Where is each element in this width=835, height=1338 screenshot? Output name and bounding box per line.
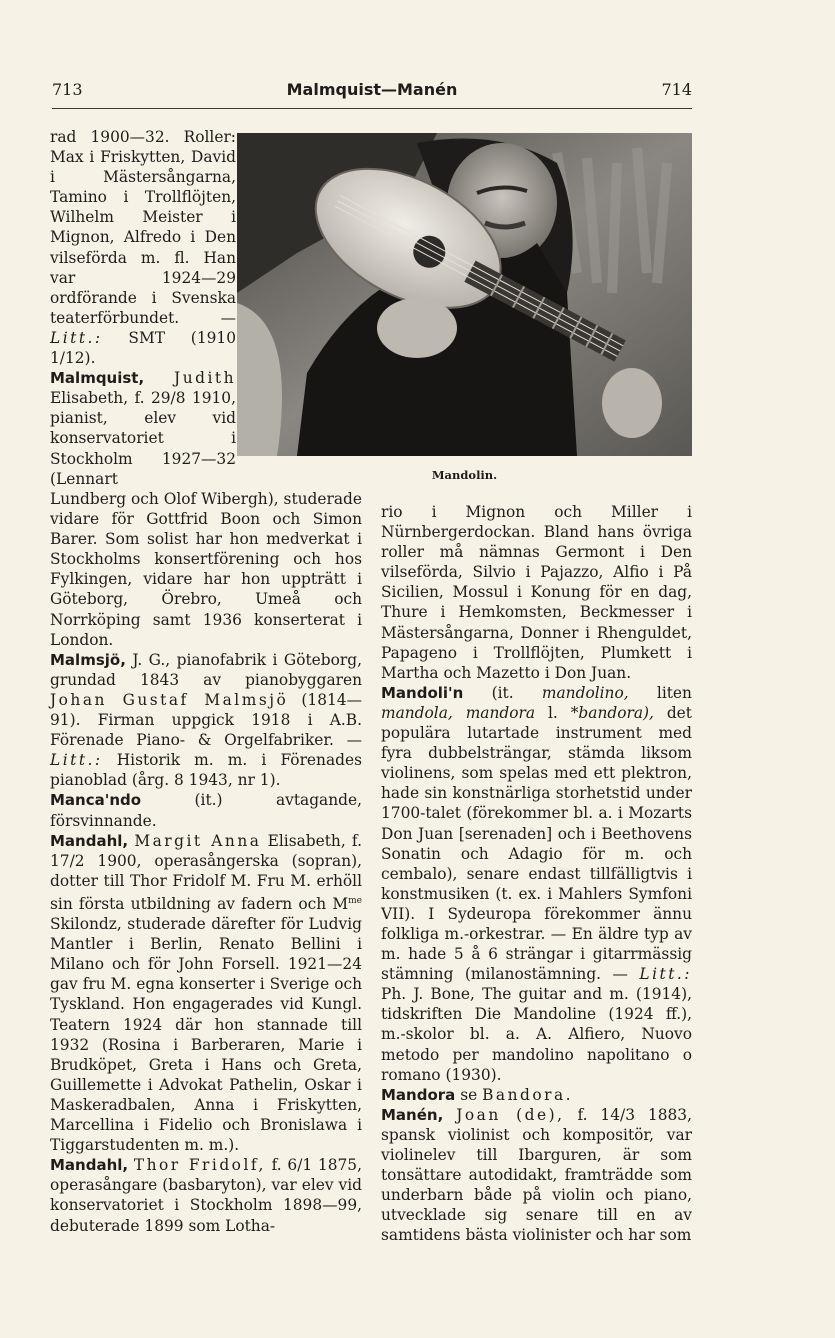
page-number-right: 714 xyxy=(661,80,692,99)
litt-label: Litt.: xyxy=(50,328,103,347)
headword: Mandahl, xyxy=(50,1156,129,1175)
entry-mancando: Manca'ndo (it.) avtagande, försvinnande. xyxy=(50,791,362,830)
page-header xyxy=(52,80,692,102)
litt-label: Litt.: xyxy=(50,751,103,770)
paragraph: Lundberg och Olof Wibergh), studerade vidare för Gottfrid Boon och Simon Barer. Som solist har hon medverkat i Stockholms konsertförening och hos Fylkingen, vidare har hon uppträtt i Göteborg, Örebro, Umeå och Norrköping samt 1936 konserterat i London. xyxy=(50,490,362,649)
entry-malmquist: Malmquist, Judith Elisabeth, f. 29/8 1910, pianist, elev vid konservatoriet i Stockholm 1927—32 (Lennart xyxy=(50,369,236,488)
paragraph: rio i Mignon och Miller i Nürnbergerdockan. Bland hans övriga roller må nämnas Germont i Den vilseförda, Silvio i Pajazzo, Alfio i På Sicilien, Mossul i Konung för en dag, Thure i Hemkomsten, Beckmesser i Mästersångarna, Donner i Rhenguldet, Papageno i Trollflöjten, Plumkett i Martha och Mazetto i Don Juan. xyxy=(381,503,692,682)
entry-mandahl-margit: Mandahl, Margit Anna Elisabeth, f. 17/2 1900, operasångerska (sopran), dotter till Thor Fridolf M. Fru M. erhöll sin första utbildning av fadern och $M^{me}$ Skilondz, studerade därefter för Ludvig Mantler i Berlin, Renato Bellini i Milano och för John Forsell. 1921—24 gav fru M. egna konserter i Sverige och Tyskland. Hon engagerades vid Kungl. Teatern 1924 där hon stannade till 1932 (Rosina i Barberaren, Marie i Brudköpet, Greta i Hans och Greta, Guillemette i Advokat Pathelin, Oskar i Maskeradbalen, Anna i Friskytten, Marcellina i Fidelio och Bronislawa i Tiggarstudenten m. m.). xyxy=(50,831,362,1155)
headword: Manén, xyxy=(381,1105,444,1124)
mandolin-player-image xyxy=(237,133,692,456)
headword: Manca'ndo xyxy=(50,791,142,810)
headword: Mandora xyxy=(381,1085,456,1104)
entry-manen: Manén, Joan (de), f. 14/3 1883, spansk violinist och kompositör, var violinelev till Ibarguren, är som tonsättare autodidakt, framträdde som underbarn både på violin och piano, utvecklade sig senare till en av samtidens bästa violinister och har som xyxy=(381,1105,692,1245)
headword: Malmsjö, xyxy=(50,650,126,669)
entry-mandahl-thor: Mandahl, Thor Fridolf, f. 6/1 1875, operasångare (basbaryton), var elev vid konservatoriet i Stockholm 1898—99, debuterade 1899 som Lotha- xyxy=(50,1156,362,1235)
headword: Mandoli'n xyxy=(381,683,464,702)
left-column-bottom xyxy=(50,489,362,1236)
headword: Mandahl, xyxy=(50,831,129,850)
header-rule xyxy=(52,108,692,109)
paragraph: rad 1900—32. Roller: Max i Friskytten, David i Mästersångarna, Tamino i Trollflöjten, Wilhelm Meister i Mignon, Alfredo i Den vilseförda m. fl. Han var 1924—29 ordförande i Svenska teaterförbundet. — Litt.: SMT (1910 1/12). xyxy=(50,128,236,368)
litt-label: Litt.: xyxy=(639,965,692,984)
figure-caption: Mandolin. xyxy=(431,468,498,482)
running-title: Malmquist—Manén xyxy=(286,80,458,99)
entry-mandora: Mandora se Bandora. xyxy=(381,1085,574,1104)
cross-reference: Bandora. xyxy=(482,1085,574,1104)
mandolin-photo xyxy=(237,133,692,456)
right-column xyxy=(381,502,692,1245)
left-column-top xyxy=(50,127,236,489)
headword: Malmquist, xyxy=(50,369,145,388)
page-number-left: 713 xyxy=(52,80,83,99)
entry-mandolin: Mandoli'n (it. mandolino, liten mandola, mandora l. *bandora), det populära lutartade instrument med fyra dubbelsträngar, stämda liksom violinens, som spelas med ett plektron, hade sin konstnärliga storhetstid under 1700-talet (förekommer bl. a. i Mozarts Don Juan [serenaden] och i Beethovens Sonatin och Adagio för m. och cembalo), senare endast tillfälligtvis i konstmusiken (t. ex. i Mahlers Symfoni VII). I Sydeuropa förekommer ännu folkliga m.-orkestrar. — En äldre typ av m. hade 5 å 6 strängar i gitarrmässig stämning (milanostämning. — Litt.: Ph. J. Bone, The guitar and m. (1914), tidskriften Die Mandoline (1924 ff.), m.-skolor bl. a. A. Alfiero, Nuovo metodo per mandolino napolitano o romano (1930). xyxy=(381,683,692,1084)
entry-malmsjo: Malmsjö, J. G., pianofabrik i Göteborg, grundad 1843 av pianobyggaren Johan Gustaf Malmsjö (1814—91). Firman uppgick 1918 i A.B. Förenade Piano- & Orgelfabriker. — Litt.: Historik m. m. i Förenades pianoblad (årg. 8 1943, nr 1). xyxy=(50,650,362,790)
